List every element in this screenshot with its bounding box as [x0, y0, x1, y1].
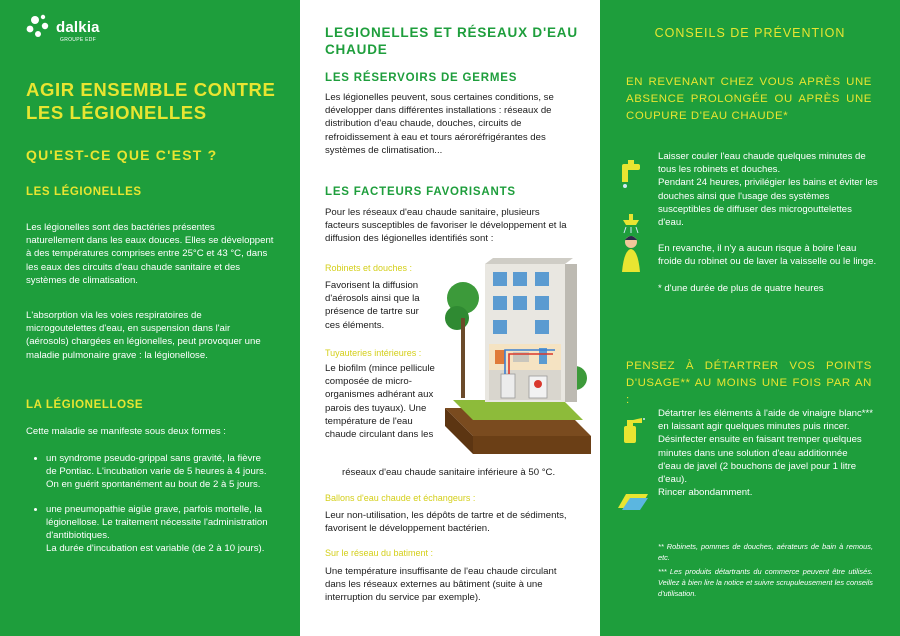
- footnote-usage-points: ** Robinets, pommes de douches, aérateurs de bain à remous, etc.: [658, 542, 873, 562]
- factor-label-ballons: Ballons d'eau chaude et échangeurs :: [325, 493, 476, 503]
- reservoirs-text: Les légionelles peuvent, sous certaines conditions, se développer dans différentes installations : réseaux de distribution d'eau chaude, douches, circuits de refroidissement à eau et tours aéroréfrigérantes des systèmes de climatisation...: [325, 92, 554, 156]
- middle-title: LEGIONELLES ET RÉSEAUX D'EAU CHAUDE: [325, 25, 578, 57]
- right-panel: [600, 0, 900, 636]
- section-heading-legionellose: LA LÉGIONELLOSE: [26, 399, 144, 411]
- return-tips: [658, 150, 878, 295]
- step-rinse: Rincer abondamment.: [658, 487, 753, 499]
- legionellose-forms-list: [30, 452, 274, 555]
- factor-label-tuyauteries: Tuyauteries intérieures :: [325, 348, 422, 358]
- factor-label-reseau: Sur le réseau du batiment :: [325, 548, 434, 558]
- factor-label-robinets: Robinets et douches :: [325, 263, 413, 273]
- factor-text-robinets: Favorisent la diffusion d'aérosols ainsi que la présence de tartre sur ces éléments.: [325, 280, 420, 331]
- factor-text-ballons: Leur non-utilisation, les dépôts de tartre et de sédiments, favorisent le développement bactérien.: [325, 510, 567, 535]
- legionelles-paragraph-1: Les légionelles sont des bactéries présentes naturellement dans les eaux douces. Elles se développent à des températures comprises entre 25°C et 43 °C, dans les eaux des circuits d'eau chaude sanitaire et des systèmes de climatisation.: [26, 222, 274, 286]
- factors-text: Pour les réseaux d'eau chaude sanitaire, plusieurs facteurs susceptibles de favoriser le développement et la diffusion des légionelles identifiés sont :: [325, 207, 567, 245]
- shower-person-icon: [616, 214, 646, 274]
- page-title: AGIR ENSEMBLE CONTRE LES LÉGIONELLES: [26, 79, 276, 123]
- prevention-title: CONSEILS DE PRÉVENTION: [654, 26, 846, 40]
- legionelles-paragraph-2: L'absorption via les voies respiratoires de microgoutelettes d'eau, en suspension dans l'air (aérosols) chargées en légionelles, peut provoquer une maladie pulmonaire grave : la légionellose.: [26, 310, 261, 361]
- tip-run-water: Laisser couler l'eau chaude quelques minutes de tous les robinets et douches.: [658, 151, 866, 176]
- tip-no-risk: En revanche, il n'y a aucun risque à boire l'eau froide du robinet ou de laver la vaisselle ou le linge.: [658, 243, 877, 268]
- spray-bottle-icon: [618, 416, 646, 444]
- brand-group: GROUPE EDF: [60, 37, 97, 43]
- sponge-icon: [618, 492, 648, 512]
- return-heading: EN REVENANT CHEZ VOUS APRÈS UNE ABSENCE PROLONGÉE OU APRÈS UNE COUPURE D'EAU CHAUDE*: [626, 76, 872, 122]
- factor-text-reseau: Une température insuffisante de l'eau chaude circulant dans les réseaux externes au bâtiment (suite à une interruption du service par exemple).: [325, 566, 557, 604]
- incubation-note: La durée d'incubation est variable (de 2 à 10 jours).: [46, 543, 265, 555]
- footnote-duration: * d'une durée de plus de quatre heures: [658, 282, 824, 294]
- middle-panel: [300, 0, 600, 636]
- step-disinfect: Désinfecter ensuite en faisant tremper quelques minutes dans une solution d'eau additionnée d'eau de javel (2 bouchons de javel pour 1 litre d'eau).: [658, 434, 862, 486]
- descale-steps: [658, 407, 873, 499]
- step-descale: Détartrer les éléments à l'aide de vinaigre blanc*** en laissant agir quelques minutes puis rincer.: [658, 408, 873, 433]
- legionellose-intro: Cette maladie se manifeste sous deux formes :: [26, 426, 226, 437]
- descale-heading: PENSEZ À DÉTARTRER VOS POINTS D'USAGE** AU MOINS UNE FOIS PAR AN :: [626, 360, 872, 406]
- question-heading: QU'EST-CE QUE C'EST ?: [26, 147, 218, 163]
- faucet-icon: [618, 160, 644, 190]
- list-item-text: une pneumopathie aigüe grave, parfois mortelle, la légionellose. Le traitement nécessite l'administration d'antibiotiques.: [46, 503, 268, 542]
- left-panel: [0, 0, 300, 636]
- list-item: • un syndrome pseudo-grippal sans gravité, la fièvre de Pontiac. L'incubation varie de 5 heures à 4 jours. On en guérit spontanément au bout de 2 à 5 jours.: [46, 452, 274, 492]
- section-heading-legionelles: LES LÉGIONELLES: [26, 186, 142, 198]
- brand-name: dalkia: [56, 19, 100, 36]
- building-illustration: [443, 258, 593, 458]
- factor-text-tuyauteries-tail: réseaux d'eau chaude sanitaire inférieure à 50 °C.: [342, 467, 556, 478]
- dalkia-logo-icon: [26, 14, 54, 42]
- tip-prefer-baths: Pendant 24 heures, privilégier les bains et éviter les douches ainsi que l'usage des systèmes susceptibles de diffuser des microgouttelettes d'eau.: [658, 177, 878, 229]
- factors-heading: LES FACTEURS FAVORISANTS: [325, 186, 516, 198]
- footnote-products: *** Les produits détartrants du commerce peuvent être utilisés. Veillez à bien lire la notice et suivre scrupuleusement les conseils d'utilisation.: [658, 567, 873, 598]
- reservoirs-heading: LES RÉSERVOIRS DE GERMES: [325, 72, 518, 84]
- factor-text-tuyauteries: Le biofilm (mince pellicule composée de micro-organismes adhérant aux parois des tuyaux). Une température de l'eau chaude circulant dans les: [325, 363, 435, 441]
- list-item: [46, 503, 274, 543]
